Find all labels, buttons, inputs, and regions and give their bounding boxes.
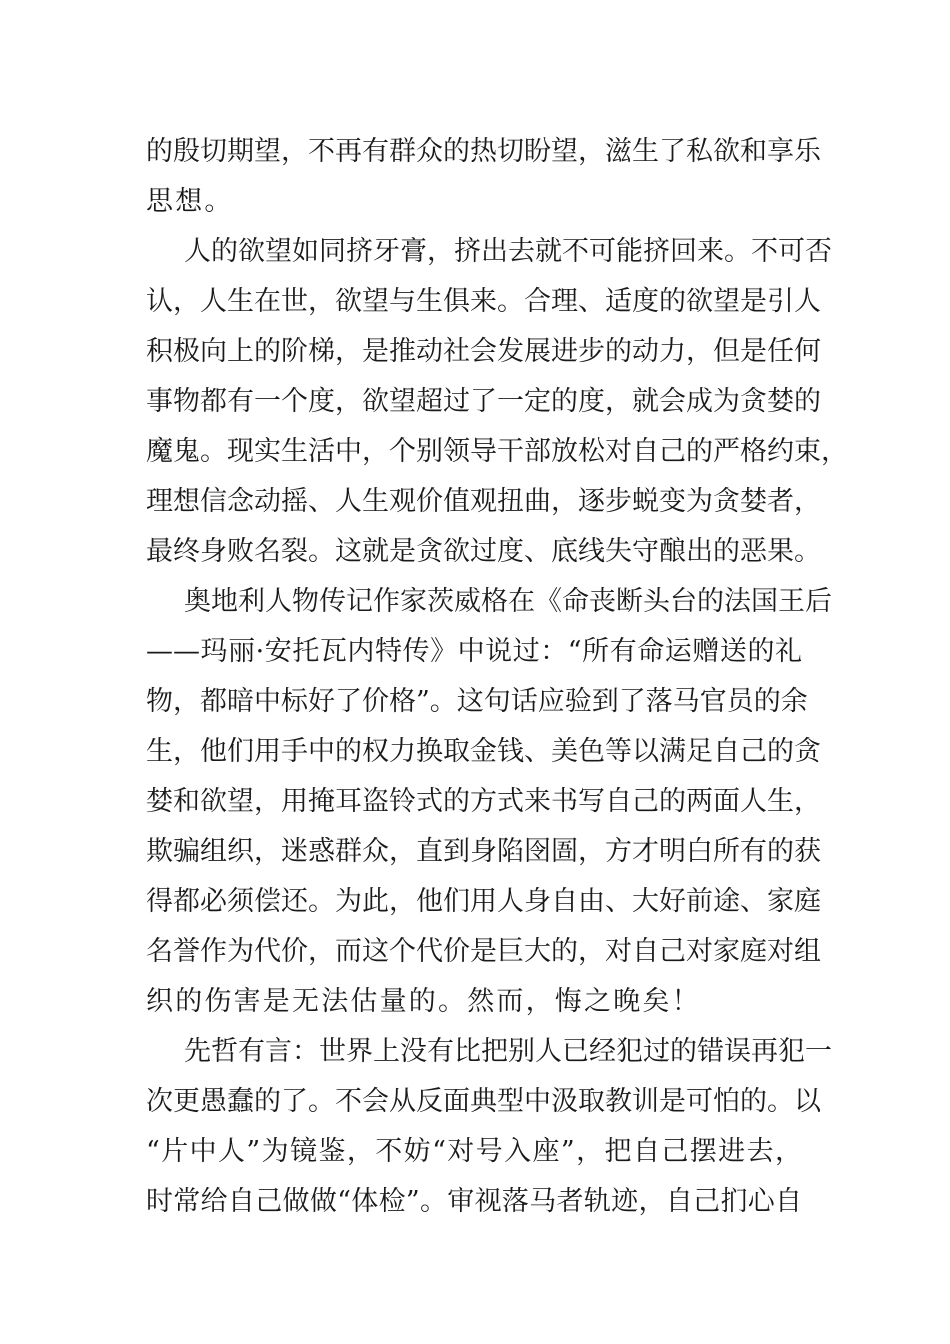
paragraph-start-line: 人的欲望如同挤牙膏，挤出去就不可能挤回来。不可否 [184, 236, 832, 267]
text-line: 事物都有一个度，欲望超过了一定的度，就会成为贪婪的 [146, 386, 821, 417]
text-line: 次更愚蠢的了。不会从反面典型中汲取教训是可怕的。以 [146, 1086, 821, 1117]
text-line: 思想。 [146, 186, 234, 217]
paragraph-start-line: 先哲有言：世界上没有比把别人已经犯过的错误再犯一 [184, 1036, 832, 1067]
text-line: 时常给自己做做“体检”。审视落马者轨迹，自己扪心自 [146, 1186, 802, 1217]
text-line: 得都必须偿还。为此，他们用人身自由、大好前途、家庭 [146, 886, 821, 917]
text-line: 物，都暗中标好了价格”。这句话应验到了落马官员的余 [146, 686, 808, 717]
text-line: 魔鬼。现实生活中，个别领导干部放松对自己的严格约束， [146, 436, 848, 467]
text-line: 婪和欲望，用掩耳盗铃式的方式来书写自己的两面人生， [146, 786, 821, 817]
text-line: 名誉作为代价，而这个代价是巨大的，对自己对家庭对组 [146, 936, 821, 967]
text-line: 积极向上的阶梯，是推动社会发展进步的动力，但是任何 [146, 336, 821, 367]
text-line: 的殷切期望，不再有群众的热切盼望，滋生了私欲和享乐 [146, 136, 821, 167]
text-line: 生，他们用手中的权力换取金钱、美色等以满足自己的贪 [146, 736, 821, 767]
text-line: 欺骗组织，迷惑群众，直到身陷囹圄，方才明白所有的获 [146, 836, 821, 867]
text-line: 最终身败名裂。这就是贪欲过度、底线失守酿出的恶果。 [146, 536, 821, 567]
text-line: 理想信念动摇、人生观价值观扭曲，逐步蜕变为贪婪者， [146, 486, 821, 517]
text-line: ——玛丽·安托瓦内特传》中说过：“所有命运赠送的礼 [146, 636, 802, 667]
text-line: “片中人”为镜鉴，不妨“对号入座”，把自己摆进去， [146, 1136, 802, 1167]
paragraph-start-line: 奥地利人物传记作家茨威格在《命丧断头台的法国王后 [184, 586, 832, 617]
text-line: 织的伤害是无法估量的。然而，悔之晚矣！ [146, 986, 701, 1017]
text-line: 认，人生在世，欲望与生俱来。合理、适度的欲望是引人 [146, 286, 821, 317]
